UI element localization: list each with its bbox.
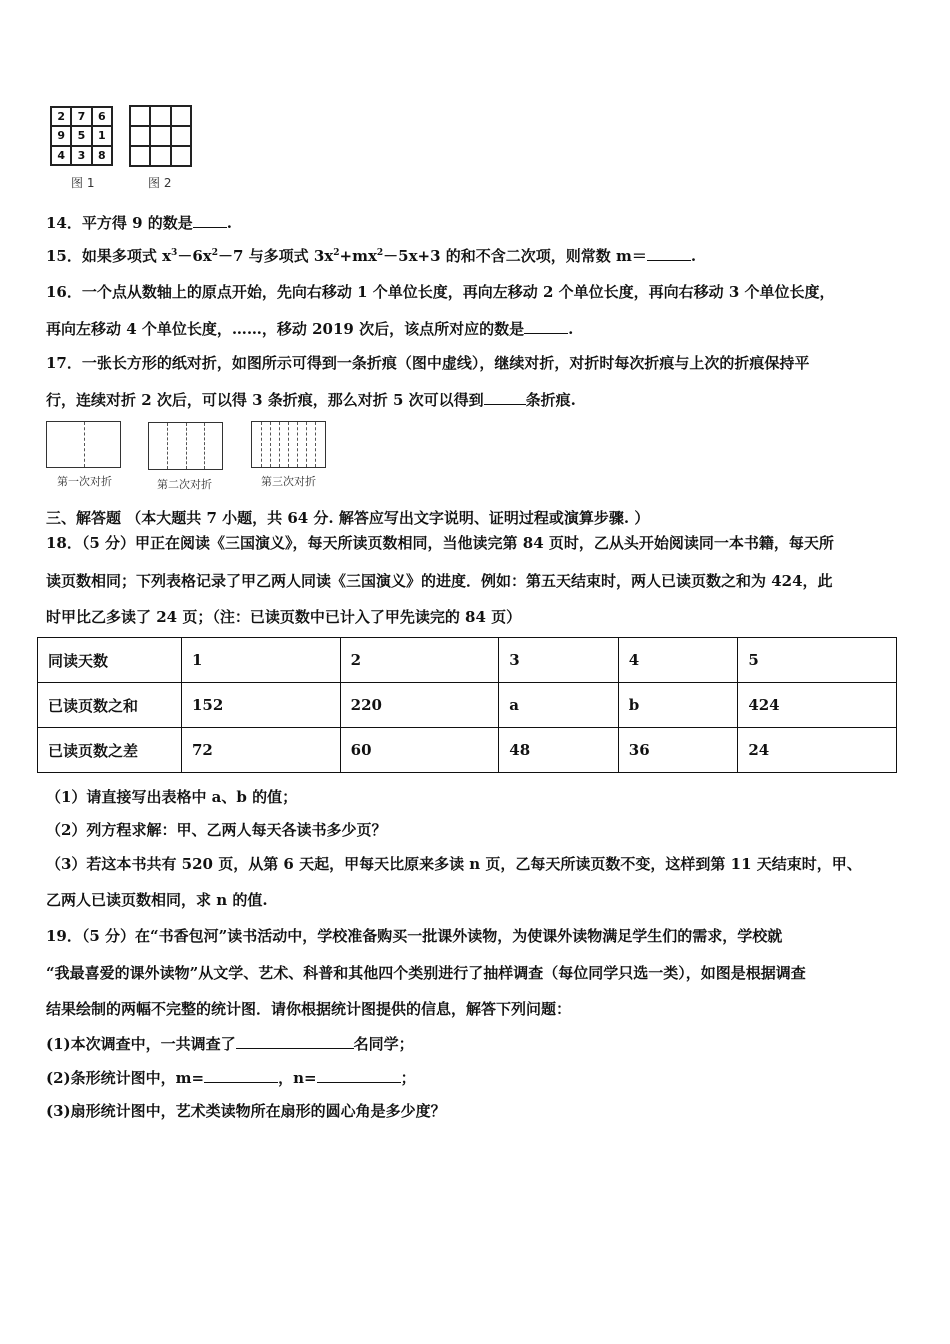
question-19-sub-1-text: (1)本次调查中，一共调查了 <box>46 1035 236 1053</box>
question-16-line-1: 16．一个点从数轴上的原点开始，先向右移动 1 个单位长度，再向左移动 2 个单位长度，再向右移动 3 个单位长度， <box>46 283 835 301</box>
q15-exponent: 2 <box>211 248 218 258</box>
table-cell: 1 <box>182 638 341 683</box>
table-cell: 60 <box>340 728 499 773</box>
magic-square-figure-2 <box>129 105 192 167</box>
square-cell <box>150 146 170 166</box>
question-16-end: . <box>568 320 574 338</box>
answer-blank <box>484 390 526 405</box>
fold-crease <box>279 422 280 467</box>
table-cell: b <box>618 683 738 728</box>
q15-exponent: 3 <box>171 248 178 258</box>
square-cell <box>171 106 191 126</box>
section-3-heading: 三、解答题 （本大题共 7 小题，共 64 分. 解答应写出文字说明、证明过程或演算步骤. ） <box>46 509 650 527</box>
second-fold-caption: 第二次对折 <box>157 478 212 491</box>
table-cell: 4 <box>618 638 738 683</box>
q15-exponent: 2 <box>333 248 340 258</box>
question-18-line-1: 18．（5 分）甲正在阅读《三国演义》，每天所读页数相同，当他读完第 84 页时，乙从头开始阅读同一本书籍，每天所 <box>46 534 834 552</box>
fold-crease <box>270 422 271 467</box>
question-15-end: . <box>690 247 697 265</box>
figure-2-caption: 图 2 <box>148 176 172 190</box>
table-cell: 已读页数之差 <box>38 728 182 773</box>
table-cell: 5 <box>738 638 897 683</box>
magic-square-figure-1 <box>50 106 113 166</box>
q15-exponent: 2 <box>376 248 384 258</box>
question-17-end: 条折痕. <box>525 391 576 409</box>
table-row <box>38 638 897 683</box>
question-18-line-2: 读页数相同；下列表格记录了甲乙两人同读《三国演义》的进度．例如：第五天结束时，两人已读页数之和为 424，此 <box>46 572 833 590</box>
fold-crease <box>84 422 85 467</box>
answer-blank <box>236 1034 354 1049</box>
table-cell: a <box>499 683 619 728</box>
q15-part: 15．如果多项式 x <box>46 247 172 265</box>
square-cell <box>130 106 150 126</box>
question-14 <box>46 212 232 233</box>
third-fold-caption: 第三次对折 <box>261 475 316 488</box>
question-19-sub-1 <box>46 1033 414 1054</box>
table-cell: 同读天数 <box>38 638 182 683</box>
answer-blank <box>317 1068 401 1083</box>
table-cell: 3 <box>499 638 619 683</box>
question-19-sub-2 <box>46 1067 416 1088</box>
question-15 <box>46 245 696 266</box>
question-18-sub-3-line-2: 乙两人已读页数相同，求 n 的值. <box>46 891 268 909</box>
square-cell <box>150 126 170 146</box>
question-19-line-1: 19．（5 分）在“书香包河”读书活动中，学校准备购买一批课外读物，为使课外读物满足学生们的需求，学校就 <box>46 927 783 945</box>
first-fold-figure <box>46 421 121 468</box>
square-cell <box>171 146 191 166</box>
square-cell: 1 <box>92 126 112 145</box>
square-cell: 7 <box>71 107 91 126</box>
table-row <box>38 683 897 728</box>
question-17-line-2 <box>46 389 576 410</box>
table-cell: 已读页数之和 <box>38 683 182 728</box>
square-cell: 8 <box>92 146 112 165</box>
fold-crease <box>315 422 316 467</box>
table-cell: 220 <box>340 683 499 728</box>
answer-blank <box>524 319 568 334</box>
q15-part: +mx <box>339 247 377 265</box>
answer-blank <box>193 213 227 228</box>
table-cell: 152 <box>182 683 341 728</box>
question-17-line-1: 17．一张长方形的纸对折，如图所示可得到一条折痕（图中虚线），继续对折，对折时每次折痕与上次的折痕保持平 <box>46 354 810 372</box>
table-cell: 72 <box>182 728 341 773</box>
question-19-sub-2-text: (2)条形统计图中，m= <box>46 1069 205 1087</box>
question-19-sub-2-text: ，n= <box>278 1069 317 1087</box>
table-cell: 24 <box>738 728 897 773</box>
q15-part: －7 与多项式 3x <box>217 247 334 265</box>
table-cell: 36 <box>618 728 738 773</box>
answer-blank <box>647 246 691 261</box>
square-cell: 6 <box>92 107 112 126</box>
question-18-line-3: 时甲比乙多读了 24 页；（注：已读页数中已计入了甲先读完的 84 页） <box>46 608 522 626</box>
question-19-sub-3: (3)扇形统计图中，艺术类读物所在扇形的圆心角是多少度？ <box>46 1102 446 1120</box>
table-row <box>38 728 897 773</box>
q15-part: －5x+3 的和不含二次项，则常数 m＝ <box>383 247 647 265</box>
q15-part: －6x <box>177 247 212 265</box>
fold-crease <box>288 422 289 467</box>
fold-crease <box>204 423 205 469</box>
question-19-line-2: “我最喜爱的课外读物”从文学、艺术、科普和其他四个类别进行了抽样调查（每位同学只选一类），如图是根据调查 <box>46 964 806 982</box>
reading-progress-table <box>37 637 897 773</box>
question-19-sub-2-end: ； <box>400 1069 416 1087</box>
question-19-sub-1-end: 名同学； <box>353 1035 414 1053</box>
fold-crease <box>261 422 262 467</box>
question-19-line-3: 结果绘制的两幅不完整的统计图．请你根据统计图提供的信息，解答下列问题： <box>46 1000 572 1018</box>
square-cell <box>171 126 191 146</box>
first-fold-caption: 第一次对折 <box>57 475 112 488</box>
answer-blank <box>204 1068 278 1083</box>
question-14-text: 14．平方得 9 的数是 <box>46 214 193 232</box>
question-17-text: 行，连续对折 2 次后，可以得 3 条折痕，那么对折 5 次可以得到 <box>46 391 484 409</box>
square-cell <box>130 146 150 166</box>
table-cell: 48 <box>499 728 619 773</box>
square-cell: 5 <box>71 126 91 145</box>
square-cell <box>150 106 170 126</box>
fold-crease <box>306 422 307 467</box>
square-cell: 4 <box>51 146 71 165</box>
question-18-sub-1: （1）请直接写出表格中 a、b 的值； <box>46 788 298 806</box>
question-16-text: 再向左移动 4 个单位长度，……，移动 2019 次后，该点所对应的数是 <box>46 320 525 338</box>
question-18-sub-2: （2）列方程求解：甲、乙两人每天各读书多少页？ <box>46 821 387 839</box>
third-fold-figure <box>251 421 326 468</box>
question-18-sub-3-line-1: （3）若这本书共有 520 页，从第 6 天起，甲每天比原来多读 n 页，乙每天所读页数不变，这样到第 11 天结束时，甲、 <box>46 855 862 873</box>
figure-1-caption: 图 1 <box>71 176 95 190</box>
fold-crease <box>297 422 298 467</box>
fold-crease <box>186 423 187 469</box>
square-cell: 3 <box>71 146 91 165</box>
square-cell: 9 <box>51 126 71 145</box>
question-16-line-2 <box>46 318 573 339</box>
table-cell: 2 <box>340 638 499 683</box>
square-cell <box>130 126 150 146</box>
square-cell: 2 <box>51 107 71 126</box>
fold-crease <box>167 423 168 469</box>
question-14-end: . <box>226 214 232 232</box>
table-cell: 424 <box>738 683 897 728</box>
second-fold-figure <box>148 422 223 470</box>
